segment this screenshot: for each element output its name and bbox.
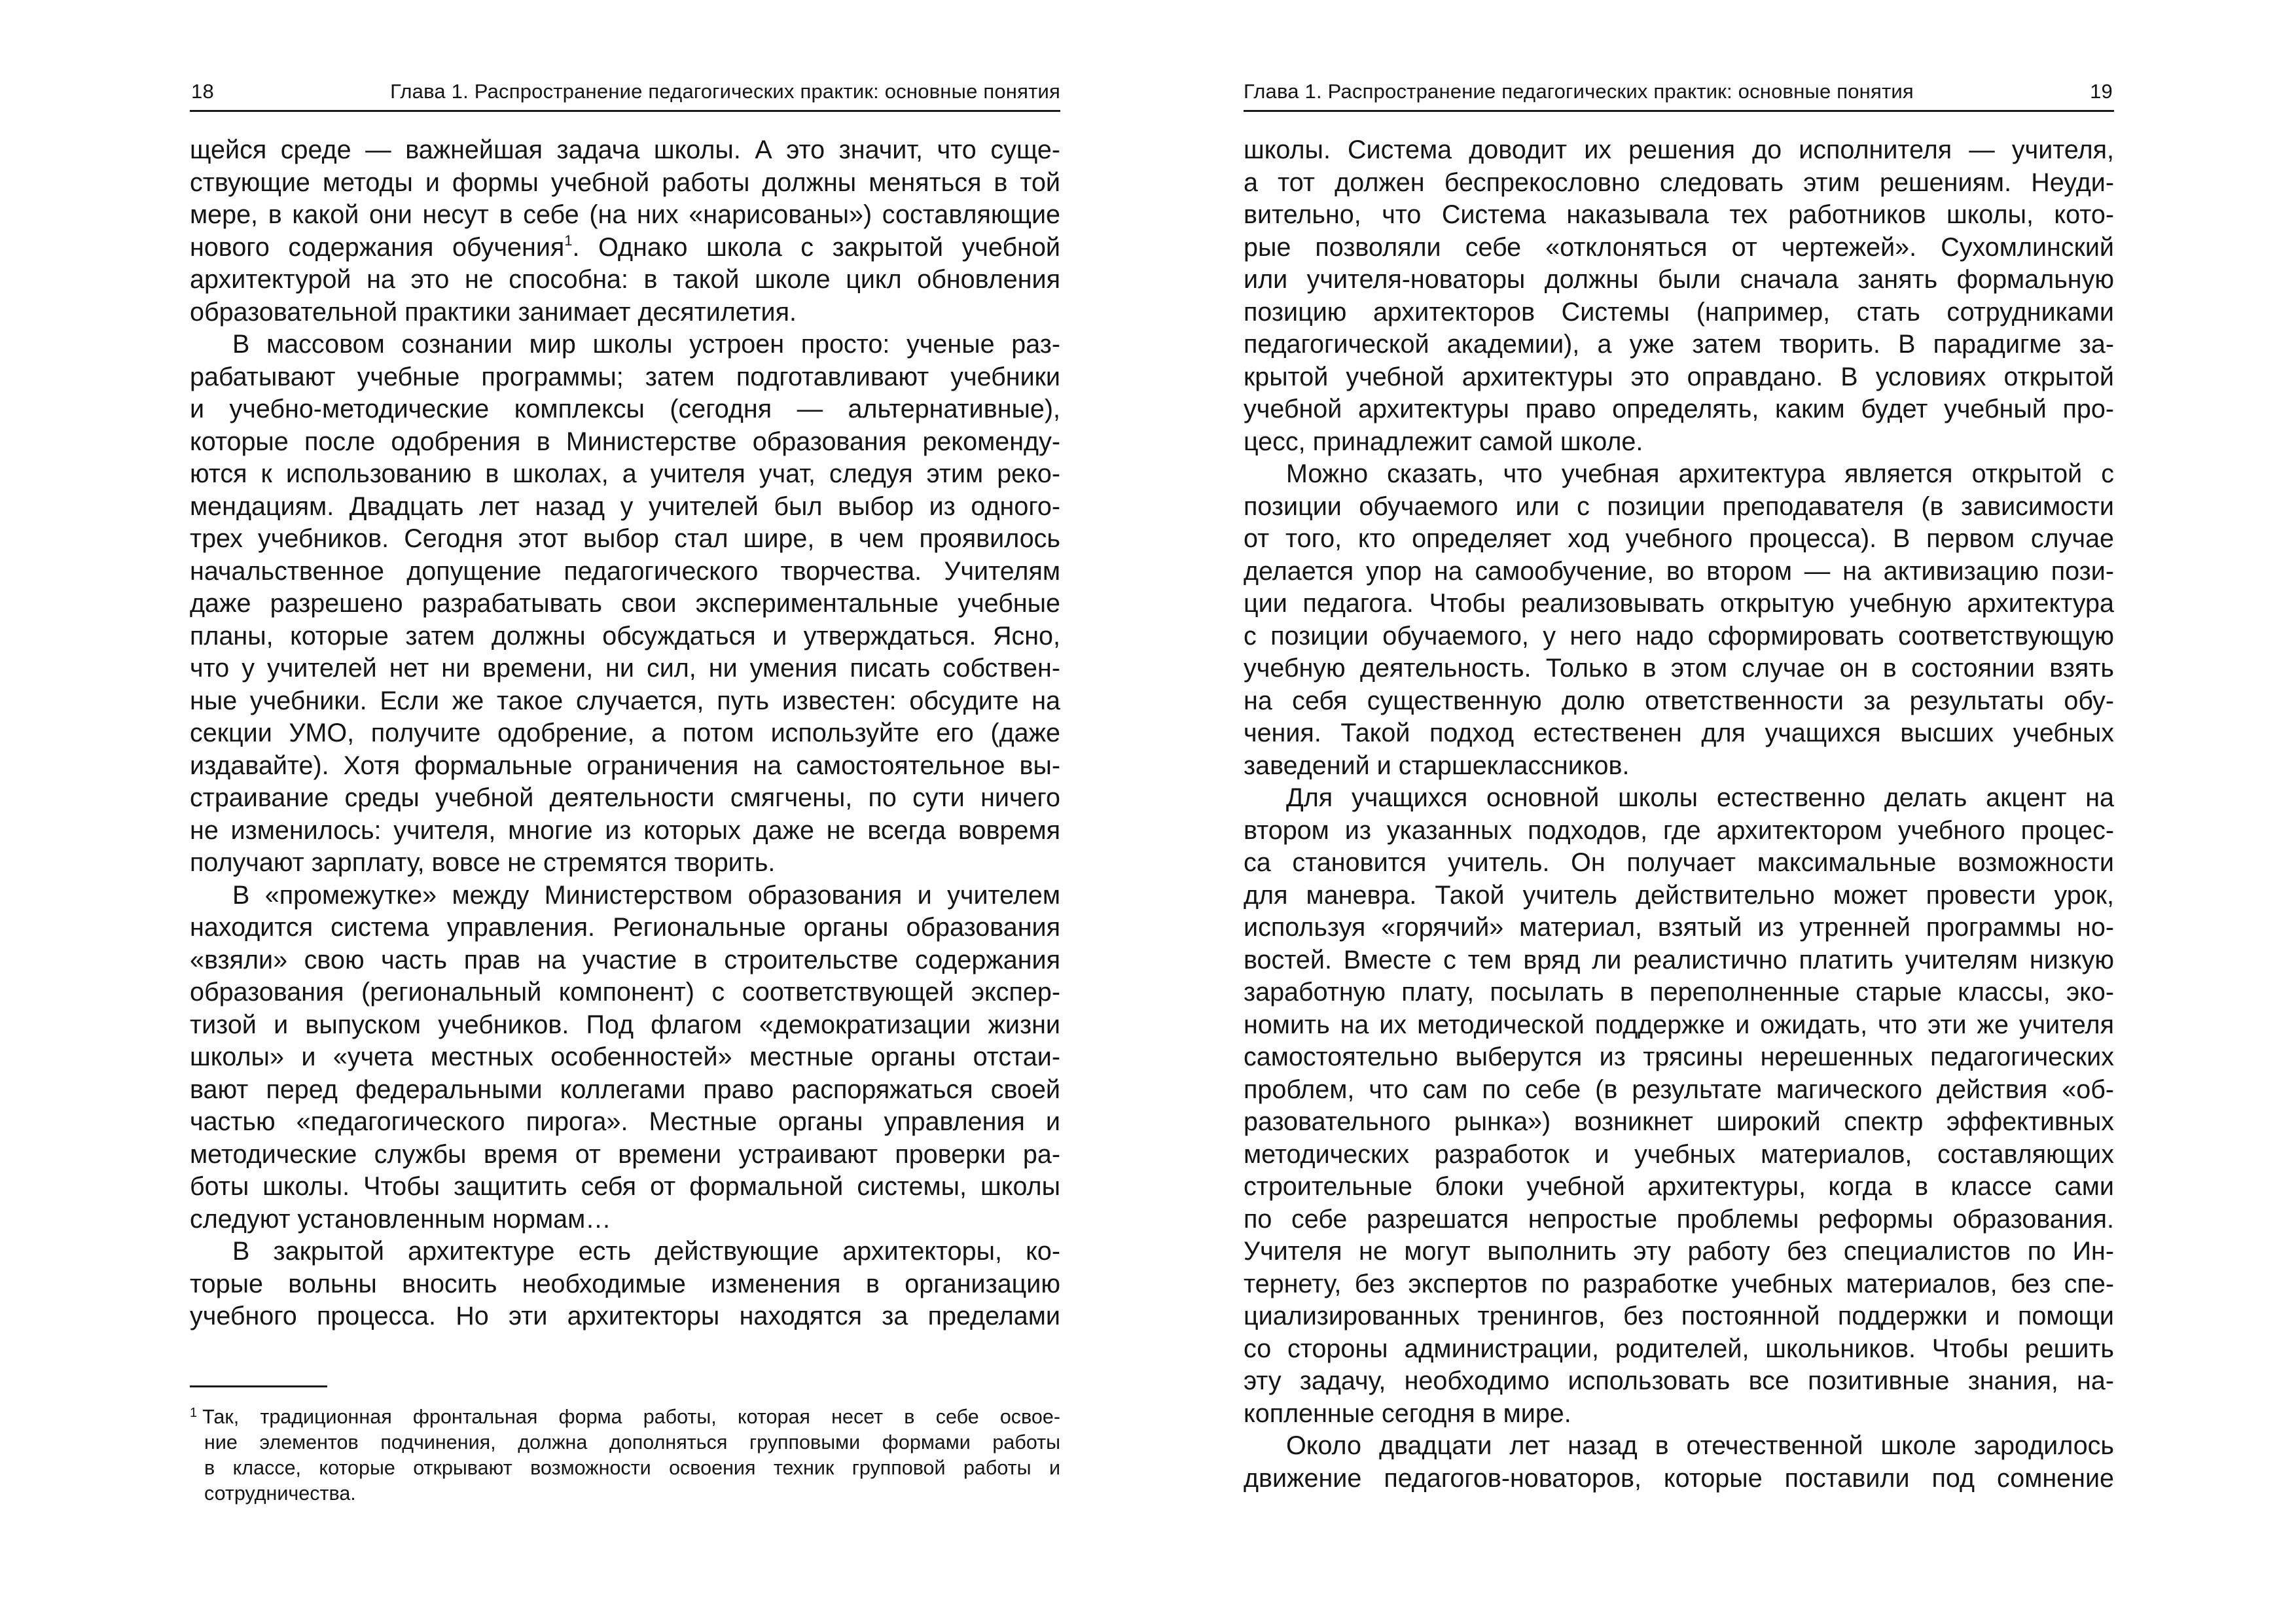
text-line bbox=[1244, 1041, 2114, 1074]
text-line-content: разовательного рынка») возникнет широкий спектр эффективных bbox=[1244, 1107, 2114, 1136]
footnote-line-content: Так, традиционная фронтальная форма работы, которая несет в себе освое- bbox=[202, 1406, 1060, 1428]
text-line-content: В массовом сознании мир школы устроен просто: ученые раз- bbox=[232, 330, 1060, 359]
text-line-content: Учителя не могут выполнить эту работу без специалистов по Ин- bbox=[1244, 1237, 2114, 1266]
text-line-content: по себе разрешатся непростые проблемы реформы образования. bbox=[1244, 1204, 2114, 1234]
footnote-line bbox=[190, 1481, 1060, 1507]
text-line bbox=[1244, 1236, 2114, 1268]
text-line-content: рые позволяли себе «отклоняться от чертежей». Сухомлинский bbox=[1244, 232, 2114, 262]
text-line-content: щейся среде — важнейшая задача школы. А это значит, что суще- bbox=[190, 135, 1060, 164]
text-line bbox=[190, 491, 1060, 524]
text-line bbox=[1244, 523, 2114, 556]
text-line bbox=[190, 167, 1060, 200]
text-line bbox=[1244, 329, 2114, 361]
text-line bbox=[1244, 458, 2114, 491]
text-line-content: циализированных тренингов, без постоянной поддержки и помощи bbox=[1244, 1302, 2114, 1330]
text-line-content: ствующие методы и формы учебной работы должны меняться в той bbox=[190, 168, 1060, 197]
text-line bbox=[1244, 1463, 2114, 1495]
text-line-content: цесс, принадлежит самой школе. bbox=[1244, 427, 1643, 456]
text-line bbox=[1244, 1398, 2114, 1431]
text-line bbox=[190, 199, 1060, 232]
right-running-head bbox=[1244, 73, 2114, 112]
text-line-content: а тот должен беспрекословно следовать этим решениям. Неуди- bbox=[1244, 168, 2114, 197]
right-page-number: 19 bbox=[2090, 80, 2113, 103]
text-line bbox=[190, 458, 1060, 491]
text-line-content: заведений и старшеклассников. bbox=[1244, 751, 1630, 780]
text-line bbox=[1244, 717, 2114, 750]
text-line-content: проблем, что сам по себе (в результате магического действия «об- bbox=[1244, 1075, 2114, 1104]
text-line bbox=[1244, 1430, 2114, 1463]
text-line-content: от того, кто определяет ход учебного процесса). В первом случае bbox=[1244, 524, 2114, 553]
text-line bbox=[190, 1300, 1060, 1333]
text-line-content: самостоятельно выберутся из трясины нерешенных педагогических bbox=[1244, 1043, 2114, 1071]
text-line bbox=[1244, 1106, 2114, 1139]
text-line-content: движение педагогов-новаторов, которые поставили под сомнение bbox=[1244, 1463, 2114, 1493]
text-line bbox=[1244, 1139, 2114, 1171]
text-line bbox=[190, 1041, 1060, 1074]
text-line-content: востей. Вместе с тем вряд ли реалистично платить учителям низкую bbox=[1244, 945, 2114, 974]
text-line-content: Для учащихся основной школы естественно делать акцент на bbox=[1286, 783, 2114, 812]
left-running-head-title: Глава 1. Распространение педагогических практик: основные понятия bbox=[390, 80, 1060, 103]
footnote bbox=[190, 1404, 1060, 1507]
text-line bbox=[1244, 232, 2114, 264]
right-running-head-title: Глава 1. Распространение педагогических практик: основные понятия bbox=[1244, 80, 1914, 103]
text-line bbox=[190, 523, 1060, 556]
text-line-content: мендациям. Двадцать лет назад у учителей был выбор из одного- bbox=[190, 491, 1060, 521]
text-line-content: чения. Такой подход естественен для учащихся высших учебных bbox=[1244, 719, 2114, 747]
text-line-content: для маневра. Такой учитель действительно может провести урок, bbox=[1244, 880, 2114, 910]
text-line-content: торые вольны вносить необходимые изменения в организацию bbox=[190, 1269, 1060, 1298]
text-line-content: В закрытой архитектуре есть действующие архитекторы, ко- bbox=[232, 1237, 1060, 1266]
text-line-content: заработную плату, посылать в переполненные старые классы, эко- bbox=[1244, 978, 2114, 1007]
text-line bbox=[190, 1204, 1060, 1236]
text-line bbox=[1244, 652, 2114, 685]
text-line-content: педагогической академии), а уже затем творить. В парадигме за- bbox=[1244, 330, 2114, 359]
text-line-content: архитектурой на это не способна: в такой школе цикл обновления bbox=[190, 265, 1060, 294]
text-line-content: вают перед федеральными коллегами право распоряжаться своей bbox=[190, 1075, 1060, 1104]
text-line-content: образовательной практики занимает десятилетия. bbox=[190, 297, 797, 327]
text-line bbox=[1244, 361, 2114, 394]
text-line bbox=[1244, 847, 2114, 880]
text-line-content: секции УМО, получите одобрение, а потом используйте его (даже bbox=[190, 719, 1060, 747]
text-line-content: мере, в какой они несут в себе (на них «нарисованы») составляющие bbox=[190, 200, 1060, 229]
left-page bbox=[190, 0, 1060, 1623]
text-line-content: эту задачу, необходимо использовать все позитивные знания, на- bbox=[1244, 1366, 2114, 1395]
text-line bbox=[190, 1139, 1060, 1171]
text-line-content: частью «педагогического пирога». Местные органы управления и bbox=[190, 1107, 1060, 1136]
text-line bbox=[190, 1074, 1060, 1107]
text-line-content: тернету, без экспертов по разработке учебных материалов, без спе- bbox=[1244, 1269, 2114, 1298]
footnote-line bbox=[190, 1404, 1060, 1430]
text-line bbox=[1244, 491, 2114, 524]
text-line bbox=[1244, 1300, 2114, 1333]
footnote-rule bbox=[190, 1385, 327, 1387]
text-line bbox=[190, 976, 1060, 1009]
text-line bbox=[190, 393, 1060, 426]
text-line-content: учебной архитектуры право определять, каким будет учебный про- bbox=[1244, 395, 2114, 423]
text-line bbox=[190, 588, 1060, 620]
text-line-content: образования (региональный компонент) с соответствующей экспер- bbox=[190, 978, 1060, 1007]
text-line-content: или учителя-новаторы должны были сначала занять формальную bbox=[1244, 265, 2114, 294]
text-line-content: номить на их методической поддержке и ожидать, что эти же учителя bbox=[1244, 1010, 2114, 1039]
footnote-line-content: ние элементов подчинения, должна дополняться групповыми формами работы bbox=[204, 1431, 1060, 1454]
text-line bbox=[1244, 588, 2114, 620]
text-line bbox=[1244, 1171, 2114, 1204]
text-line-content: даже разрешено разрабатывать свои экспериментальные учебные bbox=[190, 589, 1060, 618]
footnote-marker: 1 bbox=[190, 1406, 198, 1420]
text-line bbox=[190, 361, 1060, 394]
text-line bbox=[1244, 296, 2114, 329]
text-line-content: следуют установленным нормам… bbox=[190, 1204, 611, 1234]
text-line bbox=[190, 134, 1060, 167]
text-line bbox=[1244, 393, 2114, 426]
text-line bbox=[190, 847, 1060, 880]
text-line bbox=[1244, 620, 2114, 653]
text-line-content: вительно, что Система наказывала тех работников школы, кото- bbox=[1244, 200, 2114, 229]
text-line bbox=[1244, 1333, 2114, 1366]
text-line-content: втором из указанных подходов, где архитектором учебного процес- bbox=[1244, 815, 2114, 845]
text-line bbox=[1244, 134, 2114, 167]
text-line bbox=[1244, 264, 2114, 296]
text-line bbox=[1244, 1268, 2114, 1301]
text-line bbox=[1244, 912, 2114, 944]
text-line bbox=[1244, 685, 2114, 718]
footnote-line bbox=[190, 1455, 1060, 1481]
text-line-content: страивание среды учебной деятельности смягчены, по сути ничего bbox=[190, 783, 1060, 812]
text-line bbox=[190, 912, 1060, 944]
text-line-content: методических разработок и учебных материалов, составляющих bbox=[1244, 1139, 2114, 1169]
text-line-content: Около двадцати лет назад в отечественной школе зародилось bbox=[1286, 1431, 2114, 1460]
text-line bbox=[190, 232, 1060, 264]
footnote-line bbox=[190, 1430, 1060, 1455]
text-line-content: учебного процесса. Но эти архитекторы находятся за пределами bbox=[190, 1302, 1060, 1330]
text-line-content: получают зарплату, вовсе не стремятся творить. bbox=[190, 848, 776, 877]
footnote-line-content: сотрудничества. bbox=[204, 1482, 356, 1505]
text-line-content: начальственное допущение педагогического творчества. Учителям bbox=[190, 556, 1060, 586]
text-line bbox=[1244, 199, 2114, 232]
text-line-content: со стороны администрации, родителей, школьников. Чтобы решить bbox=[1244, 1334, 2114, 1363]
text-line-content: используя «горячий» материал, взятый из утренней программы но- bbox=[1244, 913, 2114, 942]
left-body-text bbox=[190, 134, 1060, 1333]
text-line-content: с позиции обучаемого, у него надо сформировать соответствующую bbox=[1244, 621, 2114, 651]
text-line bbox=[1244, 782, 2114, 815]
text-line bbox=[1244, 1009, 2114, 1042]
text-line-content: рабатывают учебные программы; затем подготавливают учебники bbox=[190, 362, 1060, 391]
text-line-content: ции педагога. Чтобы реализовывать открытую учебную архитектура bbox=[1244, 589, 2114, 618]
text-line bbox=[1244, 976, 2114, 1009]
text-line-content: ются к использованию в школах, а учителя учат, следуя этим реко- bbox=[190, 459, 1060, 488]
text-line-content: ные учебники. Если же такое случается, путь известен: обсудите на bbox=[190, 686, 1060, 715]
text-line-content: строительные блоки учебной архитектуры, когда в классе сами bbox=[1244, 1172, 2114, 1201]
text-line bbox=[190, 620, 1060, 653]
text-line-content: методические службы время от времени устраивают проверки ра- bbox=[190, 1139, 1060, 1169]
text-line-content: нового содержания обучения bbox=[190, 232, 565, 262]
text-line-content: находится система управления. Региональные органы образования bbox=[190, 913, 1060, 942]
text-line bbox=[1244, 426, 2114, 459]
text-line bbox=[1244, 880, 2114, 912]
text-line-content: не изменилось: учителя, многие из которых даже не всегда вовремя bbox=[190, 815, 1060, 845]
text-line bbox=[190, 1106, 1060, 1139]
text-line-tail: . Однако школа с закрытой учебной bbox=[572, 232, 1060, 262]
left-running-head bbox=[190, 73, 1060, 112]
text-line bbox=[190, 685, 1060, 718]
text-line bbox=[1244, 815, 2114, 847]
text-line-content: позицию архитекторов Системы (например, стать сотрудниками bbox=[1244, 297, 2114, 327]
text-line bbox=[1244, 944, 2114, 977]
text-line bbox=[190, 264, 1060, 296]
text-line bbox=[190, 782, 1060, 815]
text-line-content: на себя существенную долю ответственности за результаты обу- bbox=[1244, 686, 2114, 715]
text-line bbox=[1244, 750, 2114, 783]
text-line-content: Можно сказать, что учебная архитектура является открытой с bbox=[1286, 459, 2114, 488]
text-line bbox=[1244, 1204, 2114, 1236]
text-line-content: крытой учебной архитектуры это оправдано. В условиях открытой bbox=[1244, 362, 2114, 391]
text-line bbox=[190, 1236, 1060, 1268]
left-page-number: 18 bbox=[191, 80, 214, 103]
text-line bbox=[1244, 556, 2114, 588]
text-line bbox=[190, 1009, 1060, 1042]
text-line-content: тизой и выпуском учебников. Под флагом «демократизации жизни bbox=[190, 1010, 1060, 1039]
text-line-content: са становится учитель. Он получает максимальные возможности bbox=[1244, 848, 2114, 877]
text-line bbox=[190, 815, 1060, 847]
text-line bbox=[1244, 1365, 2114, 1398]
text-line bbox=[190, 944, 1060, 977]
footnote-reference[interactable]: 1 bbox=[564, 232, 573, 249]
text-line-content: школы» и «учета местных особенностей» местные органы отстаи- bbox=[190, 1043, 1060, 1071]
right-page bbox=[1244, 0, 2114, 1623]
text-line bbox=[190, 1171, 1060, 1204]
text-line bbox=[190, 880, 1060, 912]
text-line-content: В «промежутке» между Министерством образования и учителем bbox=[232, 880, 1060, 910]
text-line bbox=[1244, 167, 2114, 200]
text-line bbox=[190, 296, 1060, 329]
right-body-text bbox=[1244, 134, 2114, 1495]
text-line-content: и учебно-методические комплексы (сегодня — альтернативные), bbox=[190, 395, 1060, 423]
text-line-content: школы. Система доводит их решения до исполнителя — учителя, bbox=[1244, 135, 2114, 164]
text-line bbox=[1244, 1074, 2114, 1107]
text-line bbox=[190, 329, 1060, 361]
text-line-content: «взяли» свою часть прав на участие в строительстве содержания bbox=[190, 945, 1060, 974]
text-line-content: которые после одобрения в Министерстве образования рекоменду- bbox=[190, 427, 1060, 456]
text-line-content: что у учителей нет ни времени, ни сил, ни умения писать собствен- bbox=[190, 654, 1060, 683]
text-line bbox=[190, 717, 1060, 750]
text-line-content: копленные сегодня в мире. bbox=[1244, 1399, 1571, 1428]
text-line-content: боты школы. Чтобы защитить себя от формальной системы, школы bbox=[190, 1172, 1060, 1201]
text-line bbox=[190, 1268, 1060, 1301]
text-line-content: позиции обучаемого или с позиции преподавателя (в зависимости bbox=[1244, 491, 2114, 521]
text-line-content: делается упор на самообучение, во втором — на активизацию пози- bbox=[1244, 556, 2114, 586]
text-line bbox=[190, 652, 1060, 685]
text-line bbox=[190, 556, 1060, 588]
text-line-content: издавайте). Хотя формальные ограничения на самостоятельное вы- bbox=[190, 751, 1060, 780]
text-line-content: планы, которые затем должны обсуждаться и утверждаться. Ясно, bbox=[190, 621, 1060, 651]
text-line bbox=[190, 426, 1060, 459]
text-line-content: учебную деятельность. Только в этом случае он в состоянии взять bbox=[1244, 654, 2114, 683]
text-line bbox=[190, 750, 1060, 783]
text-line-content: трех учебников. Сегодня этот выбор стал шире, в чем проявилось bbox=[190, 524, 1060, 553]
footnote-line-content: в классе, которые открывают возможности освоения техник групповой работы и bbox=[204, 1457, 1060, 1479]
